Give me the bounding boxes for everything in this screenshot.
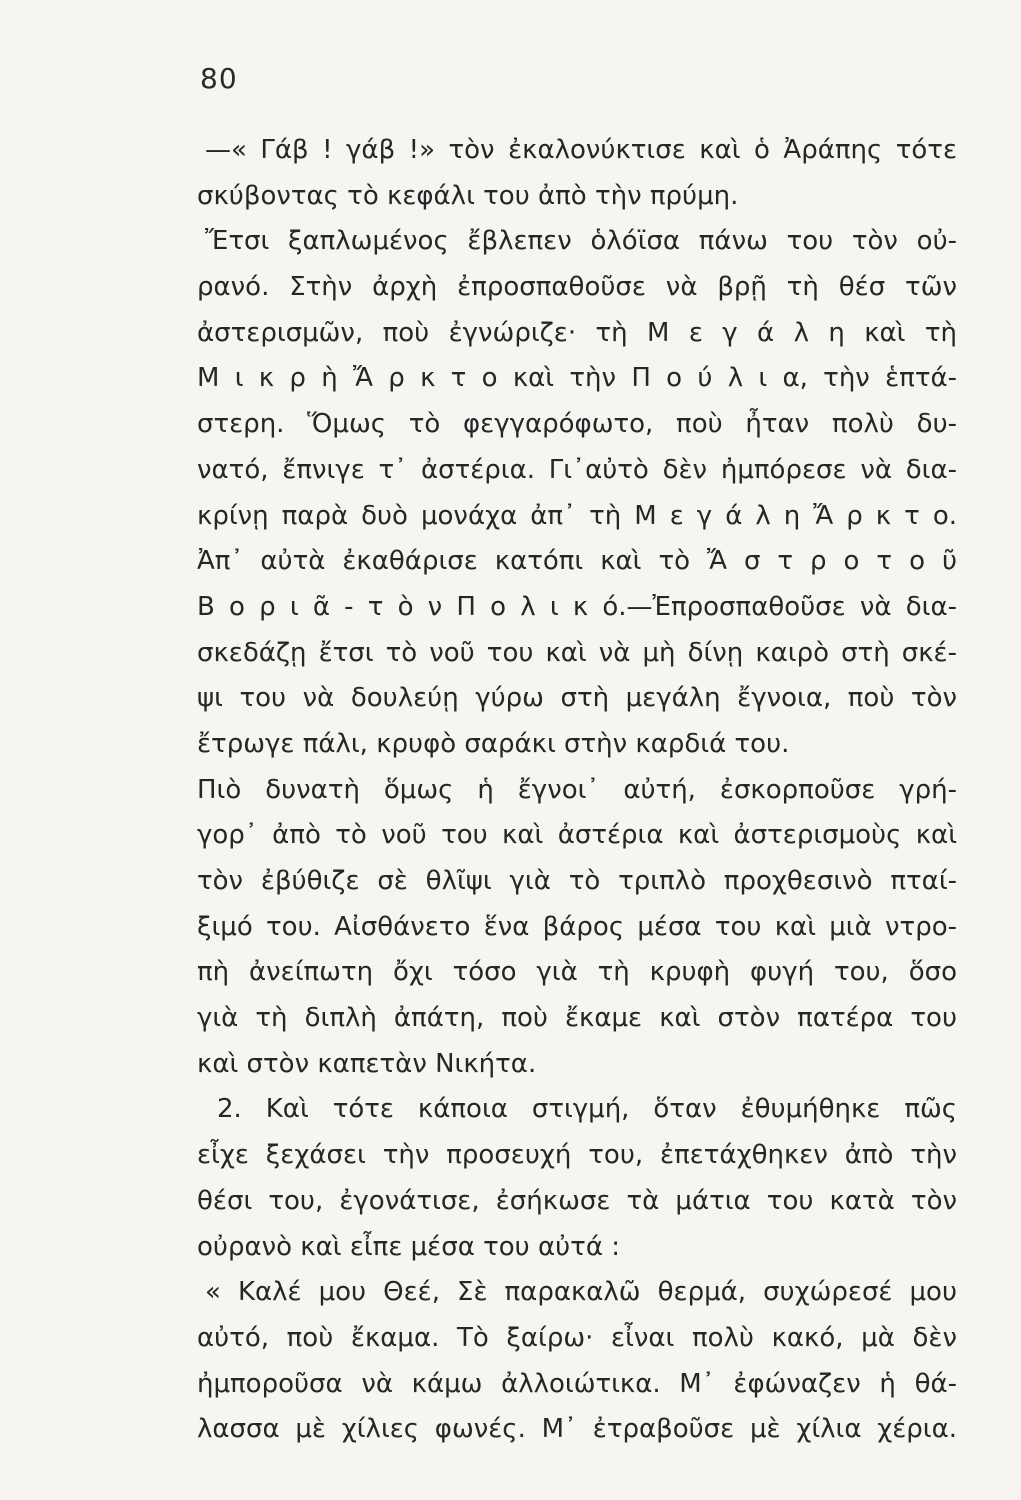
text-line: ρανό. Στὴν ἀρχὴ ἐπροσπαθοῦσε νὰ βρῇ τὴ θέσ τῶν bbox=[197, 272, 957, 303]
text-line: γιὰ τὴ διπλὴ ἀπάτη, ποὺ ἔκαμε καὶ στὸν πατέρα του bbox=[197, 1003, 957, 1034]
text-line: Ἔτσι ξαπλωμένος ἔβλεπεν ὁλόϊσα πάνω του τὸν οὐ- bbox=[205, 226, 957, 257]
text-line: Μ ι κ ρ ὴ Ἄ ρ κ τ ο καὶ τὴν Π ο ύ λ ι α, τὴν ἑπτά- bbox=[197, 363, 957, 394]
text-line: κρίνῃ παρὰ δυὸ μονάχα ἀπ᾽ τὴ Μ ε γ ά λ η Ἄ ρ κ τ ο. bbox=[197, 500, 957, 531]
text-line: σκεδάζῃ ἔτσι τὸ νοῦ του καὶ νὰ μὴ δίνῃ καιρὸ στὴ σκέ- bbox=[197, 637, 957, 668]
text-line: εἶχε ξεχάσει τὴν προσευχή του, ἐπετάχθηκεν ἀπὸ τὴν bbox=[197, 1140, 957, 1171]
page-number: 80 bbox=[200, 62, 238, 95]
text-line: « Καλέ μου Θεέ, Σὲ παρακαλῶ θερμά, συχώρεσέ μου bbox=[205, 1277, 957, 1308]
text-line: σκύβοντας τὸ κεφάλι του ἀπὸ τὴν πρύμη. bbox=[197, 180, 739, 211]
text-line: Πιὸ δυνατὴ ὅμως ἡ ἔγνοι᾽ αὐτή, ἐσκορποῦσε γρή- bbox=[197, 774, 957, 805]
text-line: 2. Καὶ τότε κάποια στιγμή, ὅταν ἐθυμήθηκε πῶς bbox=[217, 1094, 957, 1125]
text-line: στερη. Ὅμως τὸ φεγγαρόφωτο, ποὺ ἦταν πολὺ δυ- bbox=[197, 409, 957, 440]
text-line: καὶ στὸν καπετὰν Νικήτα. bbox=[197, 1048, 537, 1079]
body-text bbox=[197, 128, 957, 1453]
text-line: οὐρανὸ καὶ εἶπε μέσα του αὐτά : bbox=[197, 1231, 620, 1262]
text-line: Β ο ρ ι ᾶ - τ ὸ ν Π ο λ ι κ ό.—Ἐπροσπαθοῦσε νὰ δια- bbox=[197, 591, 957, 622]
text-line: Ἀπ᾽ αὐτὰ ἐκαθάρισε κατόπι καὶ τὸ Ἄ σ τ ρ ο τ ο ῦ bbox=[197, 546, 957, 577]
text-line: αὐτό, ποὺ ἔκαμα. Τὸ ξαίρω· εἶναι πολὺ κακό, μὰ δὲν bbox=[197, 1322, 957, 1353]
text-line: τὸν ἐβύθιζε σὲ θλῖψι γιὰ τὸ τριπλὸ προχθεσινὸ πταί- bbox=[197, 866, 957, 896]
text-line: ἠμποροῦσα νὰ κάμω ἀλλοιώτικα. Μ᾽ ἐφώναζεν ἡ θά- bbox=[197, 1368, 957, 1399]
text-line: πὴ ἀνείπωτη ὄχι τόσο γιὰ τὴ κρυφὴ φυγή του, ὅσο bbox=[197, 957, 957, 988]
text-line: θέσι του, ἐγονάτισε, ἐσήκωσε τὰ μάτια του κατὰ τὸν bbox=[197, 1185, 957, 1216]
text-line: γορ᾽ ἀπὸ τὸ νοῦ του καὶ ἀστέρια καὶ ἀστερισμοὺς καὶ bbox=[197, 820, 957, 851]
text-line: —« Γάβ ! γάβ !» τὸν ἐκαλονύκτισε καὶ ὁ Ἀράπης τότε bbox=[205, 135, 957, 165]
text-line: λασσα μὲ χίλιες φωνές. Μ᾽ ἐτραβοῦσε μὲ χίλια χέρια. bbox=[197, 1414, 957, 1445]
text-line: ψι του νὰ δουλεύῃ γύρω στὴ μεγάλη ἔγνοια, ποὺ τὸν bbox=[197, 683, 957, 714]
text-line: ξιμό του. Αἰσθάνετο ἕνα βάρος μέσα του καὶ μιὰ ντρο- bbox=[197, 911, 957, 942]
text-line: ἀστερισμῶν, ποὺ ἐγνώριζε· τὴ Μ ε γ ά λ η καὶ τὴ bbox=[197, 317, 957, 348]
text-line: ἔτρωγε πάλι, κρυφὸ σαράκι στὴν καρδιά του. bbox=[197, 728, 790, 759]
text-line: νατό, ἔπνιγε τ᾽ ἀστέρια. Γι᾽αὐτὸ δὲν ἠμπόρεσε νὰ δια- bbox=[197, 454, 957, 485]
